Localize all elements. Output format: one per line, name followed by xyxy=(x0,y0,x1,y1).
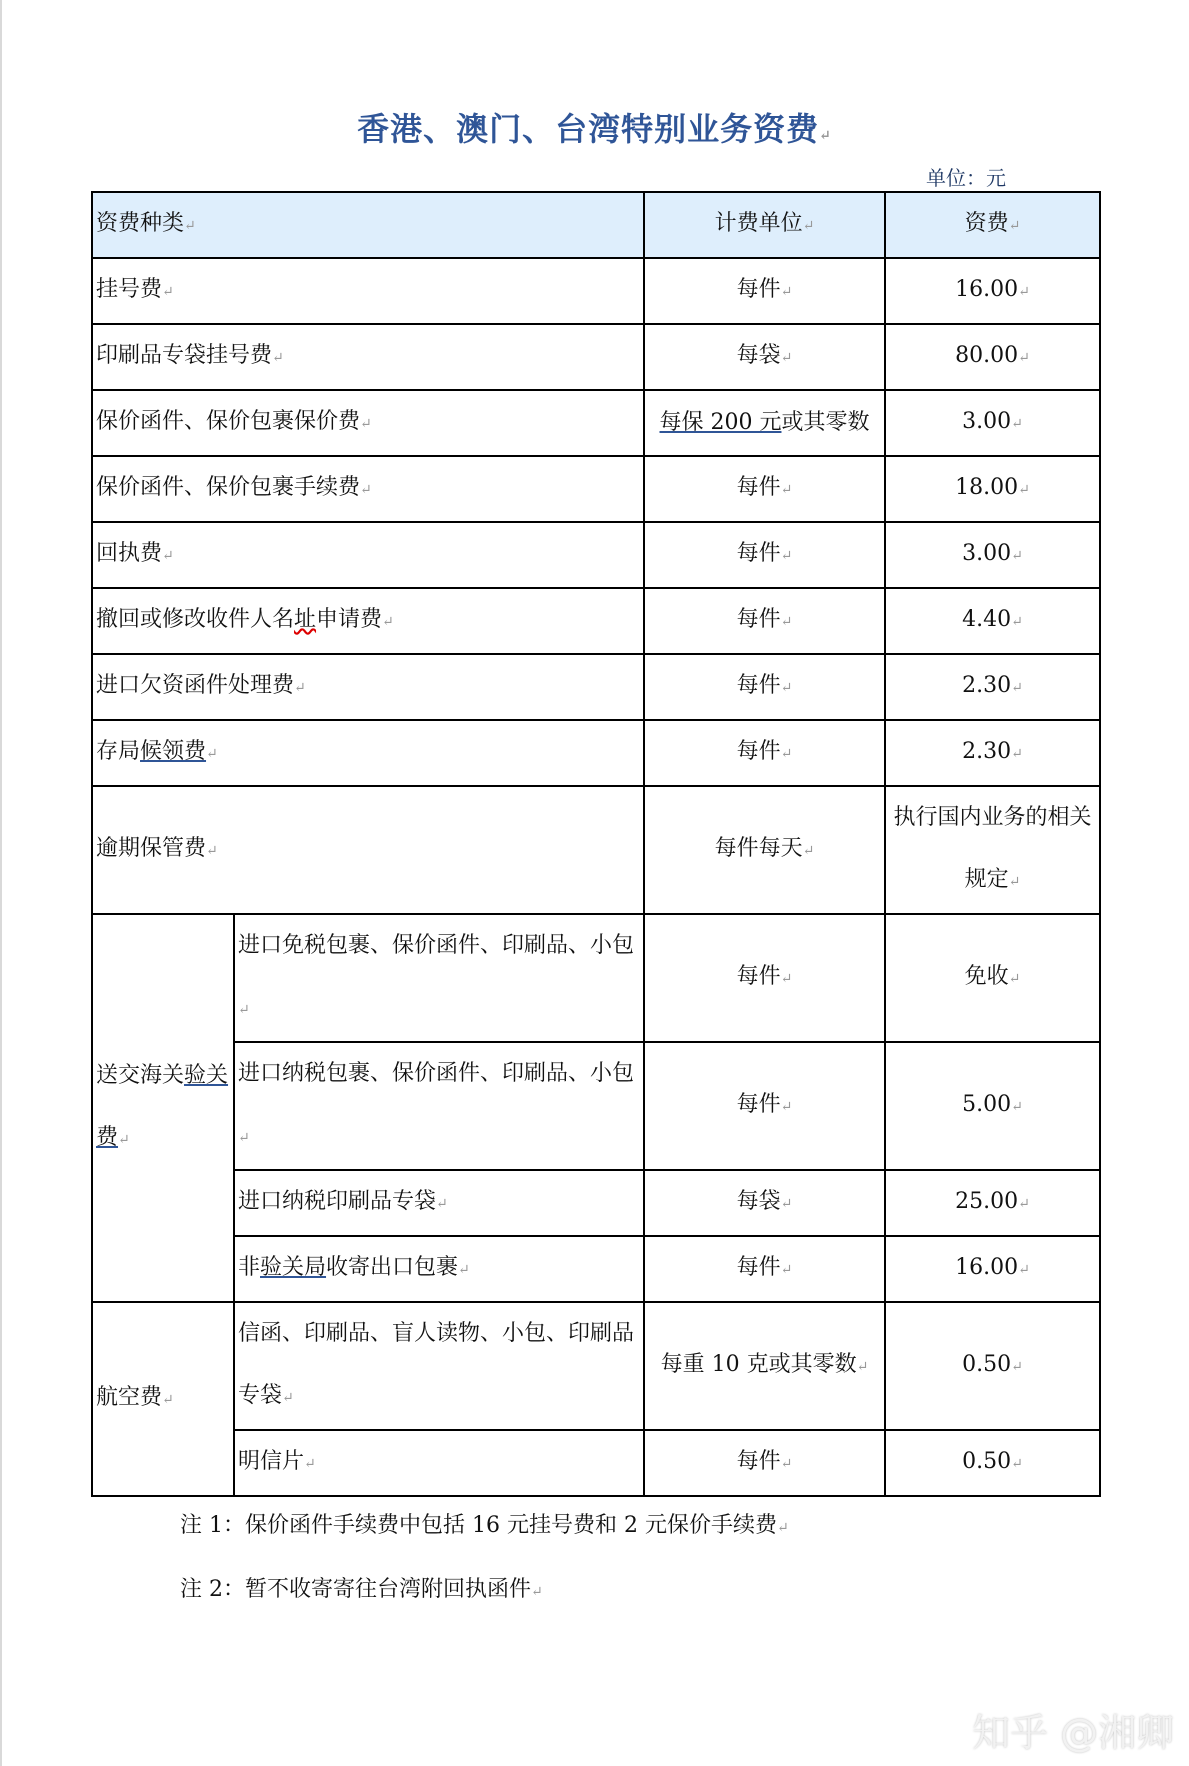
table-row xyxy=(92,786,1100,914)
fee-unit: 每件↵ xyxy=(644,456,885,522)
fee-unit: 每保 200 元或其零数 xyxy=(644,390,885,456)
fee-unit: 每件↵ xyxy=(644,258,885,324)
fee-unit: 每件每天↵ xyxy=(644,786,885,914)
header-category: 资费种类↵ xyxy=(92,192,644,258)
table-row xyxy=(92,720,1100,786)
fee-amount: 3.00↵ xyxy=(885,390,1100,456)
fee-amount: 25.00↵ xyxy=(885,1170,1100,1236)
watermark: 知乎 @湘卿 xyxy=(972,1711,1175,1755)
note-2: 注 2：暂不收寄寄往台湾附回执函件↵ xyxy=(180,1577,543,1602)
fee-amount: 80.00↵ xyxy=(885,324,1100,390)
fee-amount: 18.00↵ xyxy=(885,456,1100,522)
fee-amount: 执行国内业务的相关规定↵ xyxy=(885,786,1100,914)
fee-amount: 0.50↵ xyxy=(885,1302,1100,1430)
fee-name: 回执费↵ xyxy=(92,522,644,588)
fee-name: 逾期保管费↵ xyxy=(92,786,644,914)
fee-amount: 4.40↵ xyxy=(885,588,1100,654)
note-1: 注 1：保价函件手续费中包括 16 元挂号费和 2 元保价手续费↵ xyxy=(180,1513,789,1538)
fee-amount: 2.30↵ xyxy=(885,654,1100,720)
fee-name: 挂号费↵ xyxy=(92,258,644,324)
fee-unit: 每件↵ xyxy=(644,654,885,720)
fee-name: 明信片↵ xyxy=(234,1430,644,1496)
fee-amount: 16.00↵ xyxy=(885,258,1100,324)
fee-amount: 0.50↵ xyxy=(885,1430,1100,1496)
header-fee: 资费↵ xyxy=(885,192,1100,258)
air-group-label: 航空费↵ xyxy=(92,1302,234,1496)
fee-unit: 每件↵ xyxy=(644,1430,885,1496)
table-row xyxy=(92,588,1100,654)
table-row xyxy=(92,1170,1100,1236)
header-unit: 计费单位↵ xyxy=(644,192,885,258)
unit-label: 单位：元 xyxy=(926,166,1006,190)
fee-unit: 每件↵ xyxy=(644,522,885,588)
fee-amount: 免收↵ xyxy=(885,914,1100,1042)
fee-amount: 3.00↵ xyxy=(885,522,1100,588)
fee-name: 进口纳税印刷品专袋↵ xyxy=(234,1170,644,1236)
fee-name: 进口纳税包裹、保价函件、印刷品、小包↵ xyxy=(234,1042,644,1170)
fee-amount: 2.30↵ xyxy=(885,720,1100,786)
fee-unit: 每件↵ xyxy=(644,1042,885,1170)
fee-amount: 16.00↵ xyxy=(885,1236,1100,1302)
fee-name: 保价函件、保价包裹手续费↵ xyxy=(92,456,644,522)
table-row xyxy=(92,1430,1100,1496)
table-row xyxy=(92,390,1100,456)
fee-table xyxy=(91,191,1101,1497)
customs-group-label: 送交海关验关费↵ xyxy=(92,914,234,1302)
fee-unit: 每袋↵ xyxy=(644,324,885,390)
fee-unit: 每件↵ xyxy=(644,914,885,1042)
fee-unit: 每重 10 克或其零数↵ xyxy=(644,1302,885,1430)
fee-unit: 每件↵ xyxy=(644,1236,885,1302)
fee-name: 撤回或修改收件人名址申请费↵ xyxy=(92,588,644,654)
document-title: 香港、澳门、台湾特别业务资费↵ xyxy=(357,110,832,148)
fee-name: 保价函件、保价包裹保价费↵ xyxy=(92,390,644,456)
fee-name: 非验关局收寄出口包裹↵ xyxy=(234,1236,644,1302)
fee-unit: 每袋↵ xyxy=(644,1170,885,1236)
page-left-border xyxy=(0,0,2,1766)
fee-name: 进口免税包裹、保价函件、印刷品、小包↵ xyxy=(234,914,644,1042)
table-row xyxy=(92,522,1100,588)
fee-name: 存局候领费↵ xyxy=(92,720,644,786)
fee-name: 印刷品专袋挂号费↵ xyxy=(92,324,644,390)
table-row xyxy=(92,258,1100,324)
fee-name: 信函、印刷品、盲人读物、小包、印刷品专袋↵ xyxy=(234,1302,644,1430)
table-row xyxy=(92,324,1100,390)
fee-unit: 每件↵ xyxy=(644,720,885,786)
table-row xyxy=(92,1042,1100,1170)
table-row xyxy=(92,456,1100,522)
fee-unit: 每件↵ xyxy=(644,588,885,654)
table-row xyxy=(92,1236,1100,1302)
table-header-row xyxy=(92,192,1100,258)
table-row xyxy=(92,654,1100,720)
fee-amount: 5.00↵ xyxy=(885,1042,1100,1170)
table-row xyxy=(92,914,1100,1042)
fee-name: 进口欠资函件处理费↵ xyxy=(92,654,644,720)
table-row xyxy=(92,1302,1100,1430)
